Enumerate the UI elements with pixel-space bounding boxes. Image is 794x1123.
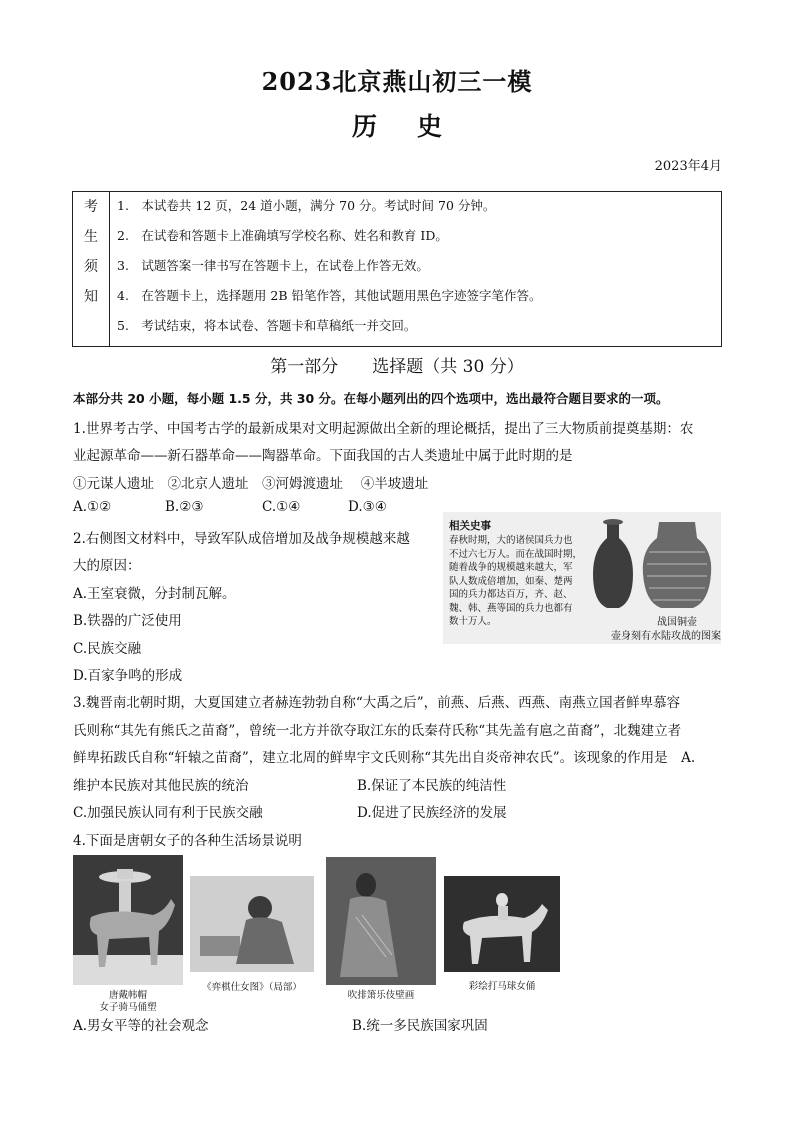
figure-text-line: 春秋时期，大的诸侯国兵力也 — [449, 535, 573, 546]
q4-caption-2: 《弈棋仕女图》（局部） — [202, 982, 302, 993]
q3-option-c: C.加强民族认同有利于民族交融 — [73, 805, 263, 821]
figure-text-line: 魏、韩、燕等国的兵力也都有 — [449, 602, 573, 614]
section-intro: 本部分共 20 小题，每小题 1.5 分，共 30 分。在每小题列出的四个选项中，选出最符合题目要求的一项。 — [73, 391, 669, 406]
q1-stem-line: 业起源革命——新石器革命——陶器革命。下面我国的古人类遗址中属于此时期的是 — [73, 448, 573, 464]
q2-figure-caption: 战国铜壶 — [657, 617, 697, 628]
figure-text-line: 队人数成倍增加，如秦、楚两 — [449, 575, 573, 587]
q1-stem-line: 1.世界考古学、中国考古学的最新成果对文明起源做出全新的理论概括，提出了三大物质前提奠基期：农 — [73, 421, 694, 437]
q2-figure — [443, 512, 721, 644]
notice-label — [73, 192, 110, 346]
q1-option-b: B.②③ — [165, 499, 204, 515]
q2-figure-heading: 相关史事 — [449, 520, 491, 532]
q2-figure-caption: 壶身刻有水陆攻战的图案 — [611, 631, 721, 642]
figure-text-line: 随着战争的规模越来越大，军 — [449, 562, 573, 573]
bronze-pot-pattern — [637, 516, 717, 612]
notice-rule: 4. 在答题卡上，选择题用 2B 铅笔作答，其他试题用黑色字迹签字笔作答。 — [117, 288, 542, 303]
q1-items: ①元谋人遗址 ②北京人遗址 ③河姆渡遗址 ④半坡遗址 — [73, 476, 429, 492]
q4-option-a: A.男女平等的社会观念 — [73, 1018, 209, 1034]
q2-option-d: D.百家争鸣的形成 — [73, 668, 183, 684]
bronze-vase-photo — [589, 516, 637, 612]
weiqi-lady-painting — [190, 876, 314, 972]
q1-option-d: D.③④ — [348, 499, 387, 515]
notice-rule: 5. 考试结束，将本试卷、答题卡和草稿纸一并交回。 — [117, 318, 417, 333]
tang-horse-rider-figurine — [73, 855, 183, 985]
q4-caption-1: 女子骑马俑塑 — [99, 1002, 157, 1013]
notice-rule: 2. 在试卷和答题卡上准确填写学校名称、姓名和教育 ID。 — [117, 228, 448, 243]
q3-stem-line: 3.魏晋南北朝时期，大夏国建立者赫连勃勃自称“大禹之后”，前燕、后燕、西燕、南燕立国者鲜卑慕容 — [73, 695, 681, 711]
q4-option-b: B.统一多民族国家巩固 — [352, 1018, 488, 1034]
q3-option-b: B.保证了本民族的纯洁性 — [357, 778, 507, 794]
q4-caption-1: 唐戴帏帽 — [108, 990, 147, 1001]
q1-option-a: A.①② — [73, 499, 112, 515]
panpipe-musician-mural — [326, 857, 436, 985]
notice-rule: 1. 本试卷共 12 页，24 道小题，满分 70 分。考试时间 70 分钟。 — [117, 198, 496, 213]
q4-stem-line: 4.下面是唐朝女子的各种生活场景说明 — [73, 833, 302, 849]
q3-option-d: D.促进了民族经济的发展 — [357, 805, 507, 821]
q2-figure-text — [449, 534, 582, 629]
notice-rule: 3. 试题答案一律书写在答题卡上，在试卷上作答无效。 — [117, 258, 429, 273]
exam-date: 2023年4月 — [654, 159, 722, 174]
q2-stem-line: 大的原因： — [73, 558, 141, 574]
q4-caption-3: 吹排箫乐伎壁画 — [347, 990, 415, 1001]
q4-caption-4: 彩绘打马球女俑 — [468, 981, 536, 992]
notice-label-char: 生 — [84, 229, 98, 245]
q2-stem-line: 2.右侧图文材料中，导致军队成倍增加及战争规模越来越 — [73, 531, 410, 547]
q3-stem-line: 氏则称“其先有熊氏之苗裔”，曾统一北方并欲夺取江东的氐秦苻氏称“其先盖有扈之苗裔”，北魏建立者 — [73, 723, 682, 739]
figure-text-line: 数十万人。 — [449, 616, 497, 627]
subject-title: 历史 — [351, 112, 482, 141]
exam-title: 2023北京燕山初三一模 — [261, 67, 533, 96]
notice-label-char: 须 — [84, 259, 98, 275]
section-title: 第一部分 选择题（共 30 分） — [270, 357, 524, 377]
q2-option-c: C.民族交融 — [73, 641, 142, 657]
figure-text-line: 国的兵力都达百万，齐、赵、 — [449, 589, 573, 600]
q3-stem-line: 鲜卑拓跋氏自称“轩辕之苗裔”，建立北周的鲜卑宇文氏则称“其先出自炎帝神农氏”。该现象的作用是 A. — [73, 750, 696, 766]
q3-option-a: 维护本民族对其他民族的统治 — [73, 778, 249, 794]
q2-option-a: A.王室衰微，分封制瓦解。 — [73, 586, 236, 602]
q2-option-b: B.铁器的广泛使用 — [73, 613, 182, 629]
q1-option-c: C.①④ — [262, 499, 301, 515]
notice-label-char: 考 — [84, 199, 98, 215]
polo-player-figurine — [444, 876, 560, 972]
notice-box — [72, 191, 722, 347]
figure-text-line: 不过六七万人。而在战国时期， — [449, 548, 583, 560]
notice-label-char: 知 — [84, 289, 98, 305]
